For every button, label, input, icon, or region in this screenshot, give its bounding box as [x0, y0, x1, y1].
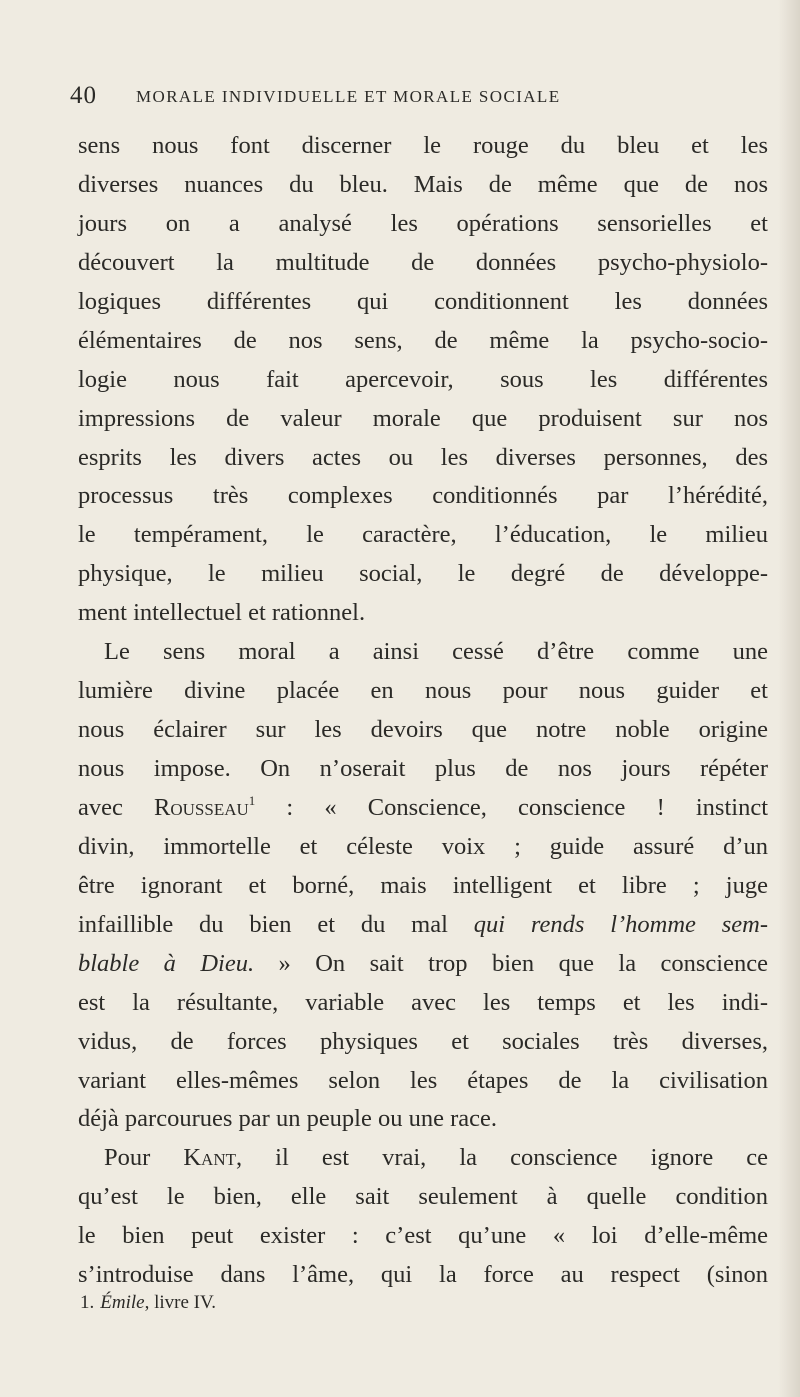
text-line: le bien peut exister : c’est qu’une « loi d’elle-même: [78, 1222, 768, 1250]
running-title: MORALE INDIVIDUELLE ET MORALE SOCIALE: [136, 87, 561, 106]
footnote: [80, 1290, 216, 1316]
paragraph-start-line: [78, 1139, 768, 1178]
page-edge-shadow: [778, 0, 800, 1397]
text-line: variant elles-mêmes selon les étapes de la civilisation: [78, 1066, 768, 1094]
text-line: logie nous fait apercevoir, sous les différentes: [78, 365, 768, 393]
text-line: s’introduise dans l’âme, qui la force au respect (sinon: [78, 1261, 768, 1289]
text-run: Pour: [104, 1144, 184, 1172]
text-line: est la résultante, variable avec les temps et les indi-: [78, 988, 768, 1016]
author-name-rousseau: Rousseau: [154, 793, 249, 821]
italic-quote: blable à Dieu.: [78, 949, 255, 977]
text-run: infaillible du bien et du mal: [78, 910, 474, 938]
footnote-title: Émile: [100, 1292, 145, 1313]
text-line: [78, 789, 768, 828]
text-line: vidus, de forces physiques et sociales très diverses,: [78, 1027, 768, 1055]
footnote-text: , livre IV.: [144, 1292, 216, 1313]
body-text: [78, 127, 768, 1295]
text-line: impressions de valeur morale que produisent sur nos: [78, 404, 768, 432]
text-line: ment intellectuel et rationnel.: [78, 599, 366, 627]
text-line: diverses nuances du bleu. Mais de même que de nos: [78, 170, 768, 198]
text-line: esprits les divers actes ou les diverses personnes, des: [78, 443, 768, 471]
text-run: avec: [78, 793, 155, 821]
paragraph-start-line: Le sens moral a ainsi cessé d’être comme une: [104, 638, 768, 666]
text-line: jours on a analysé les opérations sensorielles et: [78, 209, 768, 237]
page-number: 40: [70, 82, 97, 109]
text-line: [78, 945, 768, 984]
text-line: lumière divine placée en nous pour nous guider et: [78, 677, 768, 705]
text-line: physique, le milieu social, le degré de développe-: [78, 560, 768, 588]
text-line: être ignorant et borné, mais intelligent et libre ; juge: [78, 871, 768, 899]
text-line: qu’est le bien, elle sait seulement à quelle condition: [78, 1183, 768, 1211]
footnote-reference: 1: [248, 792, 256, 808]
text-line: logiques différentes qui conditionnent les données: [78, 287, 768, 315]
text-line: découvert la multitude de données psycho-physiolo-: [78, 248, 768, 276]
text-line: déjà parcourues par un peuple ou une race.: [78, 1105, 498, 1133]
text-line: processus très complexes conditionnés par l’hérédité,: [78, 482, 768, 510]
text-line: nous éclairer sur les devoirs que notre noble origine: [78, 716, 768, 744]
italic-quote: qui rends l’homme sem-: [473, 910, 768, 938]
text-line: élémentaires de nos sens, de même la psycho-socio-: [78, 326, 768, 354]
page-header: [70, 82, 730, 112]
author-name-kant: Kant: [183, 1144, 236, 1172]
text-run: , il est vrai, la conscience ignore ce: [235, 1144, 768, 1172]
text-line: divin, immortelle et céleste voix ; guide assuré d’un: [78, 832, 768, 860]
footnote-number: 1.: [80, 1292, 95, 1313]
text-run: » On sait trop bien que la conscience: [254, 949, 768, 977]
text-run: : « Conscience, conscience ! instinct: [255, 793, 769, 821]
text-line: [78, 906, 768, 945]
text-line: nous impose. On n’oserait plus de nos jours répéter: [78, 755, 768, 782]
text-line: le tempérament, le caractère, l’éducation, le milieu: [78, 521, 768, 549]
text-line: sens nous font discerner le rouge du bleu et les: [78, 132, 768, 159]
